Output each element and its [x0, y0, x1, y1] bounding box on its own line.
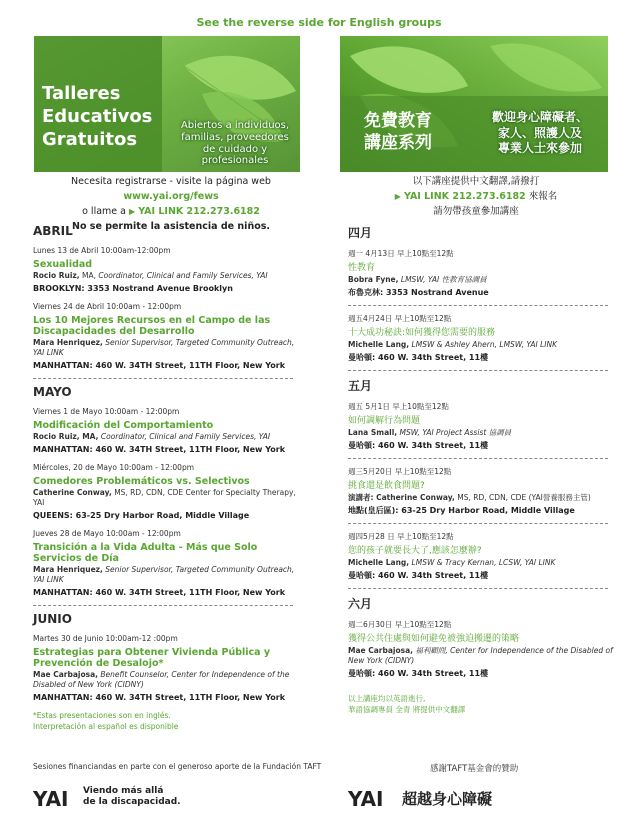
triangle-right-icon: ▶	[394, 192, 401, 201]
sponsor-note-es: Sesiones financiandas en parte con el generoso aporte de la Fundación TAFT	[33, 762, 322, 771]
speaker-role: LMSW & Tracy Kernan, LCSW, YAI LINK	[411, 558, 556, 567]
section-divider	[33, 378, 293, 379]
speaker-name: Rocio Ruiz,	[33, 271, 80, 280]
event-speaker	[348, 340, 616, 350]
event-location: MANHATTAN: 460 W. 34TH Street, 11TH Floor, New York	[33, 588, 286, 597]
website-link[interactable]: www.yai.org/fews	[123, 191, 219, 202]
event-title: 十大成功秘訣:如何獲得您需要的服務	[348, 328, 496, 338]
title-line: Educativos	[42, 106, 153, 128]
event-item	[33, 462, 305, 521]
speaker-role: Benefit Counselor, Center for Independence of the Disabled of New York (CIDNY)	[33, 670, 290, 689]
event-speaker	[348, 428, 616, 438]
event-item	[348, 313, 616, 363]
month-heading: JUNIO	[33, 612, 72, 626]
event-datetime: Viernes 1 de Mayo 10:00am - 12:00pm	[33, 407, 180, 416]
event-speaker	[33, 670, 305, 690]
event-title: 挑食還是飲食問題?	[348, 481, 425, 491]
event-datetime: 週五 5月1日 早上10點至12點	[348, 402, 449, 411]
event-item	[33, 633, 305, 703]
subtitle-line: profesionales	[201, 155, 269, 167]
subtitle-line: 專業人士來參加	[497, 141, 582, 156]
schedule-spanish	[33, 220, 305, 732]
month-heading: ABRIL	[33, 224, 73, 238]
logo-tagline-zh: 超越身心障礙	[402, 790, 493, 808]
banner-subtitle-es	[174, 120, 296, 167]
section-divider	[33, 605, 293, 606]
event-item	[348, 466, 616, 516]
event-title: Estrategias para Obtener Vivienda Pública y Prevención de Desalojo*	[33, 647, 271, 669]
registration-line-2	[348, 189, 604, 204]
event-location: 曼哈頓: 460 W. 34th Street, 11樓	[348, 571, 489, 580]
no-children-note: No se permite la asistencia de niños.	[72, 221, 270, 232]
speaker-name: Lana Small,	[348, 428, 398, 437]
event-datetime: 週五4月24日 早上10點至12點	[348, 314, 452, 323]
sponsor-note-zh: 感謝TAFT基金會的贊助	[430, 764, 519, 774]
month-heading: 五月	[348, 379, 373, 393]
event-speaker	[33, 565, 305, 585]
event-location: BROOKLYN: 3353 Nostrand Avenue Brooklyn	[33, 284, 233, 293]
banner-chinese	[340, 36, 608, 172]
speaker-credentials: MA,	[82, 271, 96, 280]
yai-link-phone[interactable]: YAI LINK 212.273.6182	[138, 206, 260, 217]
month-heading: 六月	[348, 597, 373, 611]
event-title: Modificación del Comportamiento	[33, 420, 214, 431]
speaker-role: MSW, YAI Project Assist 協調員	[399, 428, 512, 437]
logo-text: YAI	[33, 787, 69, 810]
speaker-name: Michelle Lang,	[348, 558, 410, 567]
banner-title-zh	[364, 110, 432, 154]
event-location: 曼哈頓: 460 W. 34th Street, 11樓	[348, 353, 489, 362]
speaker-role: Coordinator, Clinical and Family Services, YAI	[98, 271, 268, 280]
speaker-name: Mae Carbajosa,	[33, 670, 99, 679]
speaker-name: 演講者: Catherine Conway,	[348, 493, 455, 502]
yai-logo-mark	[33, 786, 79, 810]
event-location: MANHATTAN: 460 W. 34TH Street, 11TH Floor, New York	[33, 361, 286, 370]
title-line: 免費教育	[364, 111, 432, 131]
registration-info-zh	[348, 174, 604, 219]
registration-text: 來報名	[528, 191, 558, 202]
month-heading: 四月	[348, 226, 373, 240]
subtitle-line: 歡迎身心障礙者、	[491, 110, 588, 124]
schedule-chinese	[348, 220, 616, 715]
event-speaker	[33, 432, 305, 442]
event-speaker	[348, 493, 616, 503]
event-datetime: Miércoles, 20 de Mayo 10:00am - 12:00pm	[33, 463, 195, 472]
event-speaker	[348, 275, 616, 285]
event-speaker	[348, 646, 616, 666]
event-title: Sexualidad	[33, 259, 93, 270]
registration-line-2	[30, 204, 312, 219]
yai-link-phone[interactable]: YAI LINK 212.273.6182	[403, 191, 526, 202]
event-speaker	[33, 488, 305, 508]
subtitle-line: 家人、照護人及	[497, 125, 582, 140]
section-divider	[348, 305, 608, 306]
event-datetime: 週二6月30日 早上10點至12點	[348, 620, 452, 629]
event-datetime: Martes 30 de Junio 10:00am-12 :00pm	[33, 634, 178, 643]
event-item	[348, 531, 616, 581]
speaker-role: Senior Supervisor, Targeted Community Outreach, YAI LINK	[33, 565, 295, 584]
event-item	[33, 245, 305, 294]
footnote-line: 華語協調專員 全青 將提供中文翻譯	[348, 705, 466, 714]
registration-text: Necesita registrarse - visite la página web	[71, 176, 271, 187]
subtitle-line: Abiertos a individuos,	[180, 120, 290, 131]
footnote-line: Interpretación al español es disponible	[33, 722, 179, 731]
registration-text: 以下講座提供中文翻譯,請撥打	[412, 176, 540, 187]
logo-text: YAI	[348, 787, 384, 810]
tagline-line: Viendo más allá	[83, 786, 164, 796]
language-footnote	[348, 693, 616, 715]
section-divider	[348, 588, 608, 589]
event-title: 性教育	[348, 263, 376, 273]
speaker-name: Catherine Conway,	[33, 488, 112, 497]
title-line: Gratuitos	[42, 129, 138, 151]
logo-tagline-es	[83, 786, 203, 808]
registration-text: o llame a	[82, 206, 126, 217]
speaker-role: LMSW, YAI 性教育協調員	[400, 275, 487, 284]
month-heading: MAYO	[33, 385, 72, 399]
speaker-name: Mara Henriquez,	[33, 565, 103, 574]
event-speaker	[33, 271, 305, 281]
speaker-name: Bobra Fyne,	[348, 275, 399, 284]
event-location: 地點(皇后區): 63-25 Dry Harbor Road, Middle Village	[348, 506, 575, 515]
event-item	[348, 248, 616, 298]
speaker-role: MS, RD, CDN, CDE (YAI營養服務主管)	[457, 493, 591, 502]
event-location: 布魯克林: 3353 Nostrand Avenue	[348, 288, 489, 297]
subtitle-line: de cuidado y	[202, 143, 268, 155]
section-divider	[348, 370, 608, 371]
title-line: 講座系列	[364, 133, 432, 154]
event-datetime: 週三5月20日 早上10點至12點	[348, 467, 452, 476]
event-item	[33, 528, 305, 598]
event-location: MANHATTAN: 460 W. 34TH Street, 11TH Floor, New York	[33, 693, 286, 702]
speaker-name: Rocio Ruiz, MA,	[33, 432, 99, 441]
event-item	[348, 401, 616, 451]
event-speaker	[348, 558, 616, 568]
event-title: Los 10 Mejores Recursos en el Campo de las Discapacidades del Desarrollo	[33, 315, 271, 337]
event-datetime: Viernes 24 de Abril 10:00am - 12:00pm	[33, 302, 182, 311]
yai-logo-mark	[348, 786, 398, 810]
event-location: MANHATTAN: 460 W. 34TH Street, 11TH Floor, New York	[33, 445, 286, 454]
footnote-line: 以上講座均以英語進行,	[348, 694, 426, 703]
tagline-line: de la discapacidad.	[83, 797, 181, 807]
speaker-role: 福利顧問, Center for Independence of the Disabled of New York (CIDNY)	[348, 646, 613, 665]
event-item	[348, 619, 616, 679]
speaker-name: Mae Carbajosa,	[348, 646, 414, 655]
event-item	[33, 406, 305, 455]
speaker-role: MS, RD, CDN, CDE Center for Specialty Therapy, YAI	[33, 488, 296, 507]
language-footnote	[33, 710, 305, 732]
speaker-name: Mara Henriquez,	[33, 338, 103, 347]
section-divider	[348, 523, 608, 524]
event-title: 獲得公共住處與如何避免被強迫搬遷的策略	[348, 634, 520, 644]
event-location: 曼哈頓: 460 W. 34th Street, 11樓	[348, 441, 489, 450]
speaker-role: LMSW & Ashley Ahern, LMSW, YAI LINK	[411, 340, 558, 349]
event-item	[33, 301, 305, 371]
event-title: 您的孩子就要長大了,應該怎麼辦?	[348, 546, 482, 556]
banner-title-es	[42, 82, 152, 151]
event-location: QUEENS: 63-25 Dry Harbor Road, Middle Village	[33, 511, 250, 520]
event-datetime: 週四5月28 日 早上10點至12點	[348, 532, 454, 541]
reverse-side-note: See the reverse side for English groups	[196, 16, 442, 29]
subtitle-line: familias, proveedores	[181, 131, 289, 143]
speaker-role: Coordinator, Clinical and Family Services, YAI	[100, 432, 271, 441]
event-datetime: Lunes 13 de Abril 10:00am-12:00pm	[33, 246, 171, 255]
registration-line-1	[30, 174, 312, 204]
event-title: Comedores Problemáticos vs. Selectivos	[33, 476, 250, 487]
event-title: 如何調解行為問題	[348, 416, 421, 426]
event-datetime: 週一 4月13日 早上10點至12點	[348, 249, 454, 258]
speaker-name: Michelle Lang,	[348, 340, 410, 349]
title-line: Talleres	[42, 83, 121, 104]
triangle-right-icon: ▶	[129, 207, 136, 216]
banner-subtitle-zh	[476, 110, 604, 157]
event-location: 曼哈頓: 460 W. 34th Street, 11樓	[348, 669, 489, 678]
event-datetime: Jueves 28 de Mayo 10:00am - 12:00pm	[33, 529, 181, 538]
no-children-note: 請勿帶孩童參加講座	[433, 206, 519, 217]
section-divider	[348, 458, 608, 459]
event-speaker	[33, 338, 305, 358]
event-title: Transición a la Vida Adulta - Más que Solo Servicios de Día	[33, 542, 258, 564]
footnote-line: *Estas presentaciones son en inglés.	[33, 711, 171, 720]
speaker-role: Senior Supervisor, Targeted Community Outreach, YAI LINK	[33, 338, 295, 357]
banner-spanish	[34, 36, 300, 172]
